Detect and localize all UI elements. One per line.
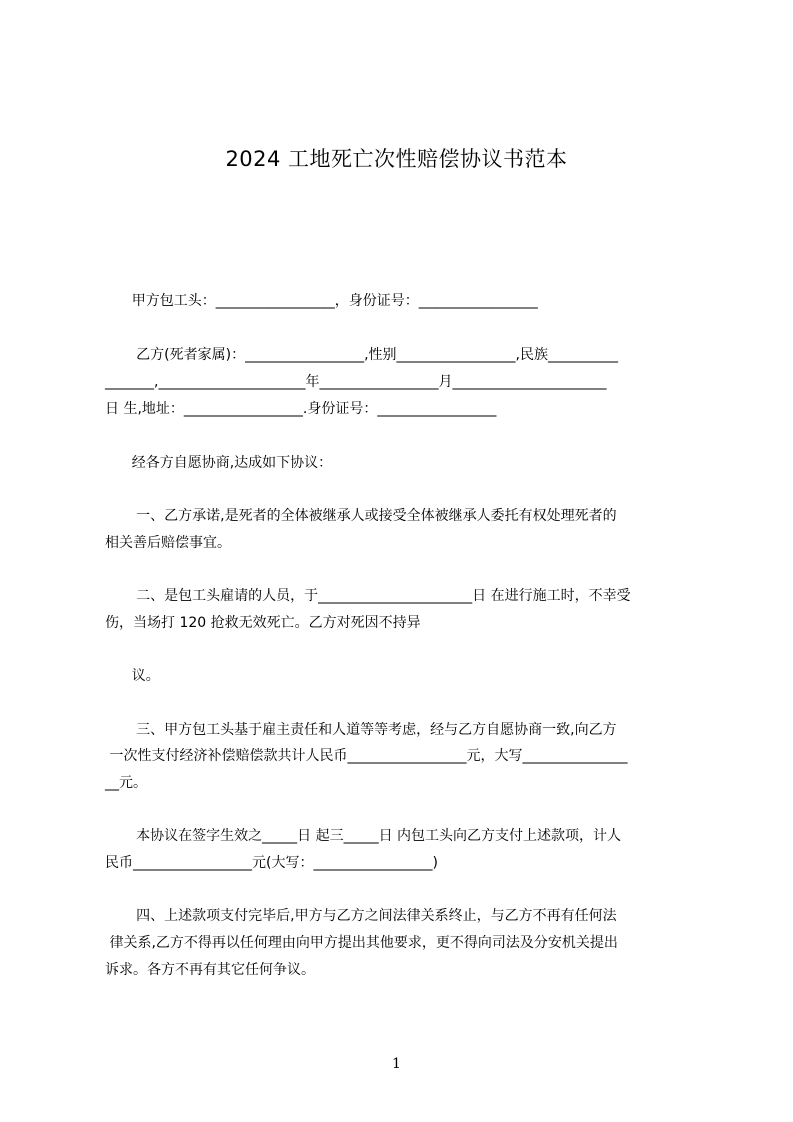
clause-3-line-3: __元。 xyxy=(105,775,147,791)
clause-2-line-1: 二、是包工头雇请的人员，于______________________日 在进行施工时，不幸受 xyxy=(105,588,631,604)
party-b-line-2: _______,_____________________年_________________月______________________ xyxy=(105,374,607,390)
party-b-line-1: 乙方(死者家属)：_________________,性别_________________,民族__________ xyxy=(105,347,618,363)
clause-1-line-1: 一、乙方承诺,是死者的全体被继承人或接受全体被继承人委托有权处理死者的 xyxy=(105,508,617,524)
page-number: 1 xyxy=(392,1056,401,1072)
clause-2-line-3: 议。 xyxy=(105,668,160,684)
clause-4-line-1: 四、上述款项支付完毕后,甲方与乙方之间法律关系终止，与乙方不再有任何法 xyxy=(105,908,617,924)
clause-1-line-2: 相关善后赔偿事宜。 xyxy=(105,535,231,551)
agreement-intro: 经各方自愿协商,达成如下协议： xyxy=(105,455,333,471)
party-a-line: 甲方包工头：_________________，身份证号：_________________ xyxy=(105,293,538,309)
payment-clause-line-2: 民币_________________元(大写：_________________) xyxy=(105,855,438,871)
clause-4-line-3: 诉求。各方不再有其它任何争议。 xyxy=(105,962,315,978)
party-b-line-3: 日 生,地址：_________________.身份证号：_________________ xyxy=(105,401,497,417)
clause-2-line-2: 伤，当场打 120 抢救无效死亡。乙方对死因不持异 xyxy=(105,615,421,631)
document-title: 2024 工地死亡次性赔偿协议书范本 xyxy=(225,147,568,171)
clause-3-line-1: 三、甲方包工头基于雇主责任和人道等等考虑，经与乙方自愿协商一致,向乙方 xyxy=(105,722,617,738)
clause-3-line-2: 一次性支付经济补偿赔偿款共计人民币_________________元，大写_______________ xyxy=(105,748,628,764)
clause-4-line-2: 律关系,乙方不得再以任何理由向甲方提出其他要求，更不得向司法及分安机关提出 xyxy=(105,935,618,951)
payment-clause-line-1: 本协议在签字生效之_____日 起三_____日 内包工头向乙方支付上述款项，计人 xyxy=(105,828,622,844)
